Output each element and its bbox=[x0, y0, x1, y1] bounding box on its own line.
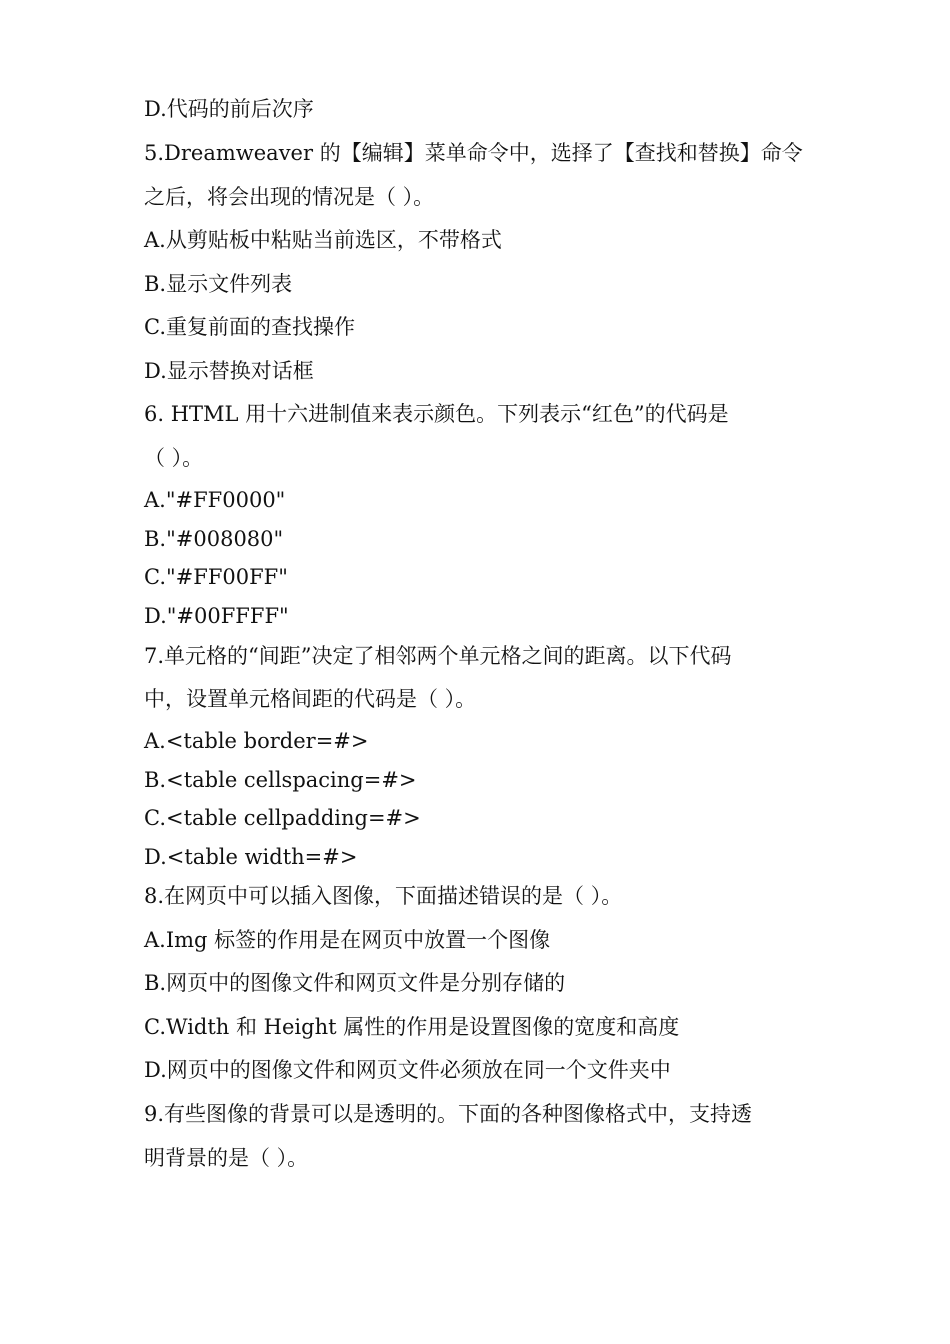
q5-option-a: A.从剪贴板中粘贴当前选区，不带格式 bbox=[144, 228, 502, 252]
q5-option-d: D.显示替换对话框 bbox=[144, 359, 314, 383]
q8-option-c: C.Width 和 Height 属性的作用是设置图像的宽度和高度 bbox=[144, 1015, 680, 1039]
q6-option-b: B."#008080" bbox=[144, 527, 284, 551]
q5-option-b: B.显示文件列表 bbox=[144, 272, 293, 296]
q5-stem-line-1: 5.Dreamweaver 的【编辑】菜单命令中，选择了【查找和替换】命令 bbox=[144, 141, 803, 165]
q9-stem-line-1: 9.有些图像的背景可以是透明的。下面的各种图像格式中，支持透 bbox=[144, 1102, 753, 1126]
q6-stem-line-1: 6. HTML 用十六进制值来表示颜色。下列表示“红色”的代码是 bbox=[144, 402, 729, 426]
q7-option-d: D.<table width=#> bbox=[144, 845, 358, 869]
q5-option-c: C.重复前面的查找操作 bbox=[144, 315, 355, 339]
q7-option-c: C.<table cellpadding=#> bbox=[144, 806, 421, 830]
q6-stem-line-2: （ ）。 bbox=[144, 446, 204, 470]
q7-option-a: A.<table border=#> bbox=[144, 729, 369, 753]
q4-option-d: D.代码的前后次序 bbox=[144, 97, 314, 121]
q5-stem-line-2: 之后，将会出现的情况是（ ）。 bbox=[144, 185, 435, 209]
q8-option-a: A.Img 标签的作用是在网页中放置一个图像 bbox=[144, 928, 551, 952]
q9-stem-line-2: 明背景的是（ ）。 bbox=[144, 1146, 309, 1170]
q7-option-b: B.<table cellspacing=#> bbox=[144, 768, 417, 792]
q7-stem-line-1: 7.单元格的“间距”决定了相邻两个单元格之间的距离。以下代码 bbox=[144, 644, 732, 668]
q6-option-c: C."#FF00FF" bbox=[144, 565, 288, 589]
q8-option-b: B.网页中的图像文件和网页文件是分别存储的 bbox=[144, 971, 566, 995]
q6-option-d: D."#00FFFF" bbox=[144, 604, 289, 628]
q7-stem-line-2: 中，设置单元格间距的代码是（ ）。 bbox=[144, 687, 477, 711]
q8-stem: 8.在网页中可以插入图像，下面描述错误的是（ ）。 bbox=[144, 884, 623, 908]
q8-option-d: D.网页中的图像文件和网页文件必须放在同一个文件夹中 bbox=[144, 1058, 671, 1082]
q6-option-a: A."#FF0000" bbox=[144, 488, 286, 512]
